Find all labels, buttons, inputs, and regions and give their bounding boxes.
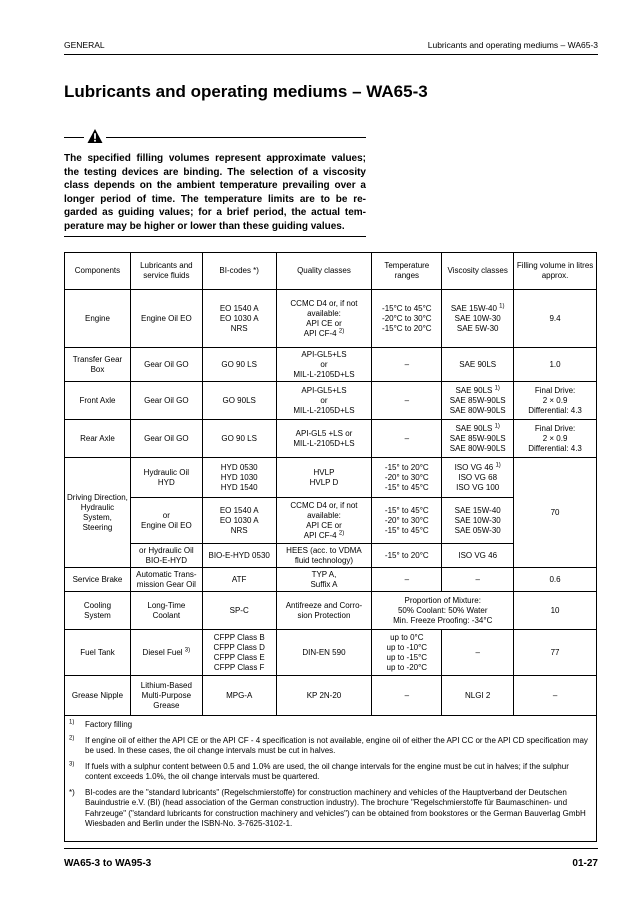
cell-quality: API-GL5 +LS or MIL-L-2105D+LS <box>276 420 372 458</box>
cell-bi: ATF <box>202 568 276 592</box>
footnote-mark: 2) <box>69 734 75 741</box>
cell-filling: Final Drive: 2 × 0.9 Differential: 4.3 <box>514 382 597 420</box>
cell-viscosity: SAE 15W-40 SAE 10W-30 SAE 05W-30 <box>442 498 514 544</box>
cell-filling: 0.6 <box>514 568 597 592</box>
cell-temperature: -15°C to 45°C -20°C to 30°C -15°C to 20°C <box>372 290 442 348</box>
cell-filling: 70 <box>514 458 597 568</box>
cell-fluid: or Hydraulic Oil BIO-E-HYD <box>130 544 202 568</box>
cell-fluid: Diesel Fuel $^{3)}$ <box>130 630 202 676</box>
footnote-text: Factory filling <box>85 720 133 729</box>
warning-text: The specified filling volumes represent approximate values; the testing devices are binding. The selection of a viscosity class depends on the ambient temperature prevailing over a longer period of time. The temperature limits are to be re-garded as guiding values; for a brief period, the actual tem-perature may be higher or lower than these guiding values. <box>64 153 366 232</box>
cell-component: Cooling System <box>65 592 131 630</box>
cell-temperature: – <box>372 382 442 420</box>
col-header-filling: Filling volume in litres approx. <box>514 253 597 290</box>
running-header-left: GENERAL <box>64 40 105 50</box>
cell-quality: CCMC D4 or, if not available: API CE or API CF-4 $^{2)}$ <box>276 290 372 348</box>
footnote-mark: 3) <box>69 760 75 767</box>
cell-viscosity: – <box>442 568 514 592</box>
footnote-text: If engine oil of either the API CE or the API CF - 4 specification is not available, engine oil of either the API CC or the API CD specification may be used. In these cases, the oil change intervals must be cut in halves. <box>85 735 588 755</box>
cell-filling: 9.4 <box>514 290 597 348</box>
table-header-row <box>65 253 597 290</box>
table-row-fuel-tank <box>65 630 597 676</box>
cell-quality: HVLP HVLP D <box>276 458 372 498</box>
footnote-text: If fuels with a sulphur content between 0.5 and 1.0% are used, the oil change intervals for the engine must be cut in halves; if the sulphur content exceeds 1.0%, the oil change intervals must be quartered. <box>85 761 569 781</box>
cell-component: Fuel Tank <box>65 630 131 676</box>
cell-fluid: Long-Time Coolant <box>130 592 202 630</box>
table-row-grease-nipple <box>65 676 597 716</box>
cell-viscosity: SAE 90LS $^{1)}$ SAE 85W-90LS SAE 80W-90LS <box>442 420 514 458</box>
cell-quality: DIN-EN 590 <box>276 630 372 676</box>
lubricants-table <box>64 252 597 716</box>
table-row-cooling-system <box>65 592 597 630</box>
footer-model: WA65-3 to WA95-3 <box>64 858 152 869</box>
cell-component: Service Brake <box>65 568 131 592</box>
table-row-driving-hyd <box>65 458 597 498</box>
cell-filling: 77 <box>514 630 597 676</box>
cell-temperature: – <box>372 676 442 716</box>
warning-rule-left <box>64 137 84 138</box>
cell-bi: CFPP Class B CFPP Class D CFPP Class E CFPP Class F <box>202 630 276 676</box>
col-header-bi-codes: BI-codes *) <box>202 253 276 290</box>
cell-viscosity: SAE 90LS $^{1)}$ SAE 85W-90LS SAE 80W-90LS <box>442 382 514 420</box>
cell-viscosity: ISO VG 46 <box>442 544 514 568</box>
cell-fluid: Automatic Trans- mission Gear Oil <box>130 568 202 592</box>
cell-bi: EO 1540 A EO 1030 A NRS <box>202 498 276 544</box>
table-row-rear-axle <box>65 420 597 458</box>
cell-quality: KP 2N-20 <box>276 676 372 716</box>
col-header-quality: Quality classes <box>276 253 372 290</box>
header-rule <box>64 54 598 55</box>
table-row-transfer-gear-box <box>65 348 597 382</box>
cell-viscosity: NLGI 2 <box>442 676 514 716</box>
cell-quality: Antifreeze and Corro- sion Protection <box>276 592 372 630</box>
cell-temperature: – <box>372 348 442 382</box>
warning-rule-right <box>106 137 366 138</box>
warning-divider <box>64 128 366 146</box>
cell-viscosity: SAE 90LS <box>442 348 514 382</box>
cell-filling: Final Drive: 2 × 0.9 Differential: 4.3 <box>514 420 597 458</box>
footnote-mark: *) <box>69 787 75 797</box>
cell-temperature: – <box>372 420 442 458</box>
cell-component: Engine <box>65 290 131 348</box>
cell-mixture: Proportion of Mixture: 50% Coolant: 50% Water Min. Freeze Proofing: -34°C <box>372 592 514 630</box>
cell-component: Rear Axle <box>65 420 131 458</box>
footnotes <box>64 716 597 842</box>
footnote-text: BI-codes are the "standard lubricants" (Regelschmierstoffe) for construction machinery and vehicles of the Hauptverband der Deutschen Bauindustrie e.V. (BI) (head association of the German construction industry). The brochure "Regelschmierstoffe für Baumaschinen- und Fahrzeuge" ("standard lubricants for construction machinery and vehicles") can be obtained from bookstores or the German Bauverlag GmbH Wiesbaden and Berlin under the ISBN-No. 3-7625-3102-1. <box>85 787 586 828</box>
cell-bi: GO 90 LS <box>202 348 276 382</box>
col-header-fluids: Lubricants and service fluids <box>130 253 202 290</box>
cell-fluid: Engine Oil EO <box>130 290 202 348</box>
cell-component: Driving Direction, Hydraulic System, Steering <box>65 458 131 568</box>
cell-fluid: Gear Oil GO <box>130 382 202 420</box>
running-header-right: Lubricants and operating mediums – WA65-3 <box>427 40 598 50</box>
table-row-engine <box>65 290 597 348</box>
cell-fluid: Gear Oil GO <box>130 348 202 382</box>
cell-bi: GO 90 LS <box>202 420 276 458</box>
cell-quality: TYP A, Suffix A <box>276 568 372 592</box>
cell-bi: BIO-E-HYD 0530 <box>202 544 276 568</box>
cell-bi: EO 1540 A EO 1030 A NRS <box>202 290 276 348</box>
warning-triangle-icon <box>87 128 103 144</box>
page-title: Lubricants and operating mediums – WA65-3 <box>64 82 428 101</box>
cell-fluid: Hydraulic Oil HYD <box>130 458 202 498</box>
cell-filling: – <box>514 676 597 716</box>
cell-fluid: or Engine Oil EO <box>130 498 202 544</box>
cell-fluid: Lithium-Based Multi-Purpose Grease <box>130 676 202 716</box>
footnote-3 <box>69 762 592 783</box>
footer-rule <box>64 848 598 849</box>
footnote-bi <box>69 788 592 830</box>
cell-component: Transfer Gear Box <box>65 348 131 382</box>
cell-bi: HYD 0530 HYD 1030 HYD 1540 <box>202 458 276 498</box>
footnote-mark: 1) <box>69 719 75 726</box>
cell-component: Front Axle <box>65 382 131 420</box>
cell-fluid: Gear Oil GO <box>130 420 202 458</box>
cell-viscosity: ISO VG 46 $^{1)}$ ISO VG 68 ISO VG 100 <box>442 458 514 498</box>
cell-temperature: -15° to 20°C <box>372 544 442 568</box>
footer-page-number: 01-27 <box>572 858 598 869</box>
cell-quality: API-GL5+LS or MIL-L-2105D+LS <box>276 348 372 382</box>
cell-quality: API-GL5+LS or MIL-L-2105D+LS <box>276 382 372 420</box>
cell-viscosity: – <box>442 630 514 676</box>
cell-quality: CCMC D4 or, if not available: API CE or API CF-4 $^{2)}$ <box>276 498 372 544</box>
cell-bi: SP-C <box>202 592 276 630</box>
col-header-viscosity: Viscosity classes <box>442 253 514 290</box>
cell-temperature: -15° to 45°C -20° to 30°C -15° to 45°C <box>372 498 442 544</box>
footnote-1 <box>69 720 592 731</box>
col-header-components: Components <box>65 253 131 290</box>
table-row-front-axle <box>65 382 597 420</box>
footnote-2 <box>69 736 592 757</box>
cell-viscosity: SAE 15W-40 $^{1)}$ SAE 10W-30 SAE 5W-30 <box>442 290 514 348</box>
cell-bi: MPG-A <box>202 676 276 716</box>
cell-quality: HEES (acc. to VDMA fluid technology) <box>276 544 372 568</box>
cell-filling: 10 <box>514 592 597 630</box>
table-row-service-brake <box>65 568 597 592</box>
cell-temperature: -15° to 20°C -20° to 30°C -15° to 45°C <box>372 458 442 498</box>
col-header-temperature: Temperature ranges <box>372 253 442 290</box>
cell-filling: 1.0 <box>514 348 597 382</box>
cell-component: Grease Nipple <box>65 676 131 716</box>
cell-temperature: up to 0°C up to -10°C up to -15°C up to -20°C <box>372 630 442 676</box>
warning-bottom-rule <box>64 236 366 237</box>
cell-bi: GO 90LS <box>202 382 276 420</box>
cell-temperature: – <box>372 568 442 592</box>
